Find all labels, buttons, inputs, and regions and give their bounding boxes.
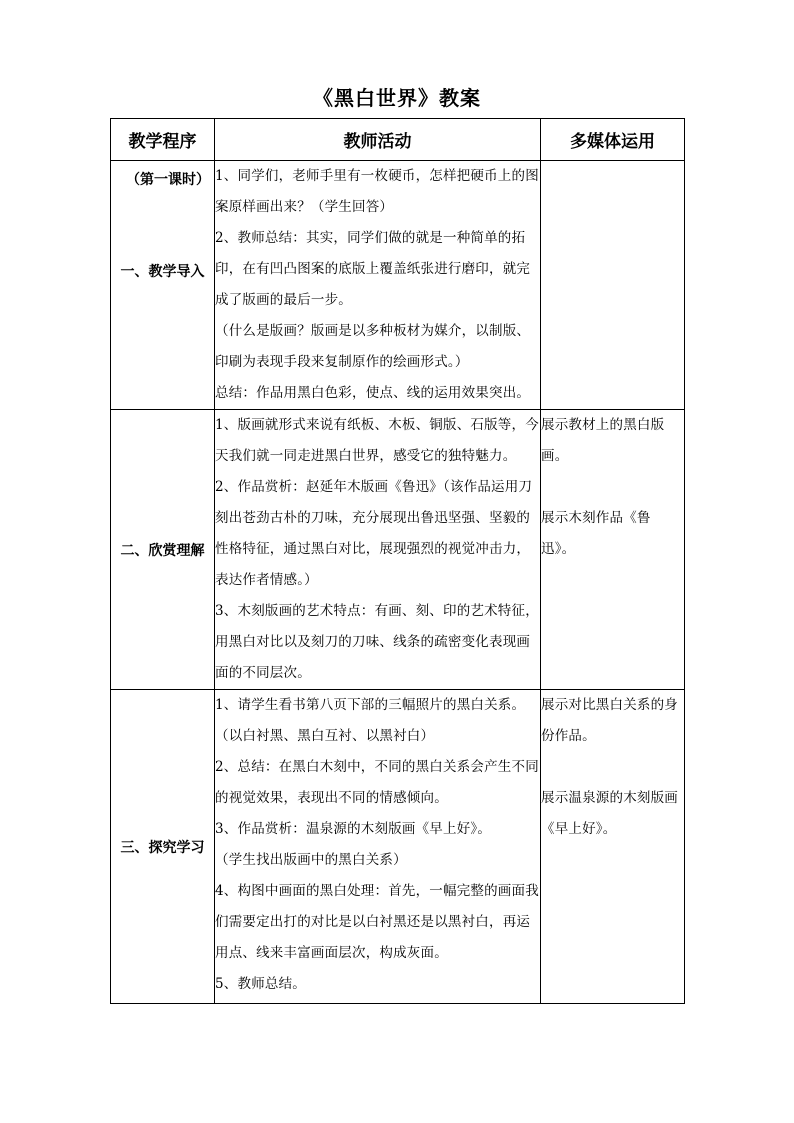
stage-label-inquiry: 三、探究学习 — [111, 690, 215, 1004]
table-row — [111, 410, 685, 690]
header-procedure: 教学程序 — [111, 119, 215, 161]
activity-item: 2、教师总结：其实，同学们做的就是一种简单的拓印，在有凹凸图案的底版上覆盖纸张进行磨印，就完成了版画的最后一步。 — [215, 230, 531, 308]
activity-item: （以白衬黑、黑白互衬、以黑衬白） — [215, 728, 435, 744]
media-item: 展示木刻作品《鲁迅》。 — [541, 510, 651, 557]
header-multimedia: 多媒体运用 — [541, 119, 685, 161]
spacer — [541, 752, 684, 783]
media-cell-appreciation — [541, 410, 685, 690]
media-item: 展示教材上的黑白版画。 — [541, 417, 665, 464]
media-item: 展示对比黑白关系的身份作品。 — [541, 697, 678, 744]
activity-item: 1、同学们，老师手里有一枚硬币，怎样把硬币上的图案原样画出来？（学生回答） — [215, 168, 539, 215]
activity-item: 2、作品赏析：赵延年木版画《鲁迅》（该作品运用刀刻出苍劲古朴的刀味，充分展现出鲁迅坚强、坚毅的性格特征，通过黑白对比，展现强烈的视觉冲击力，表达作者情感。） — [215, 479, 533, 588]
activity-item: 5、教师总结。 — [215, 976, 306, 992]
activity-item: 3、作品赏析：温泉源的木刻版画《早上好》。 — [215, 821, 492, 837]
media-cell-intro — [541, 161, 685, 410]
activity-item: 3、木刻版画的艺术特点：有画、刻、印的艺术特征，用黑白对比以及刻刀的刀味、线条的疏密变化表现画面的不同层次。 — [215, 603, 539, 681]
header-teacher-activity: 教师活动 — [215, 119, 541, 161]
activity-item: （学生找出版画中的黑白关系） — [215, 852, 407, 868]
activity-cell-intro — [215, 161, 541, 410]
activity-item: 2、总结：在黑白木刻中，不同的黑白关系会产生不同的视觉效果，表现出不同的情感倾向。 — [215, 759, 539, 806]
table-row — [111, 161, 685, 410]
stage-label-intro: 一、教学导入 — [120, 264, 205, 280]
activity-cell-appreciation — [215, 410, 541, 690]
activity-item: （什么是版画？版画是以多种板材为媒介，以制版、印刷为表现手段来复制原作的绘画形式。） — [215, 323, 531, 370]
period-note: （第一课时） — [126, 172, 210, 188]
activity-item: 总结：作品用黑白色彩，使点、线的运用效果突出。 — [215, 385, 531, 401]
page-title: 《黑白世界》教案 — [313, 86, 481, 110]
activity-item: 1、请学生看书第八页下部的三幅照片的黑白关系。 — [215, 697, 526, 713]
activity-item: 4、构图中画面的黑白处理：首先，一幅完整的画面我们需要定出打的对比是以白衬黑还是以黑衬白，再运用点、线来丰富画面层次，构成灰面。 — [215, 883, 539, 961]
media-item: 展示温泉源的木刻版画《早上好》。 — [541, 790, 678, 837]
table-header-row — [111, 119, 685, 161]
spacer — [541, 472, 684, 503]
activity-cell-inquiry — [215, 690, 541, 1004]
lesson-plan-table — [110, 118, 685, 1004]
stage-cell-intro — [111, 161, 215, 410]
table-row — [111, 690, 685, 1004]
stage-label-appreciation: 二、欣赏理解 — [111, 410, 215, 690]
activity-item: 1、版画就形式来说有纸板、木板、铜版、石版等，今天我们就一同走进黑白世界，感受它的独特魅力。 — [215, 417, 539, 464]
media-cell-inquiry — [541, 690, 685, 1004]
